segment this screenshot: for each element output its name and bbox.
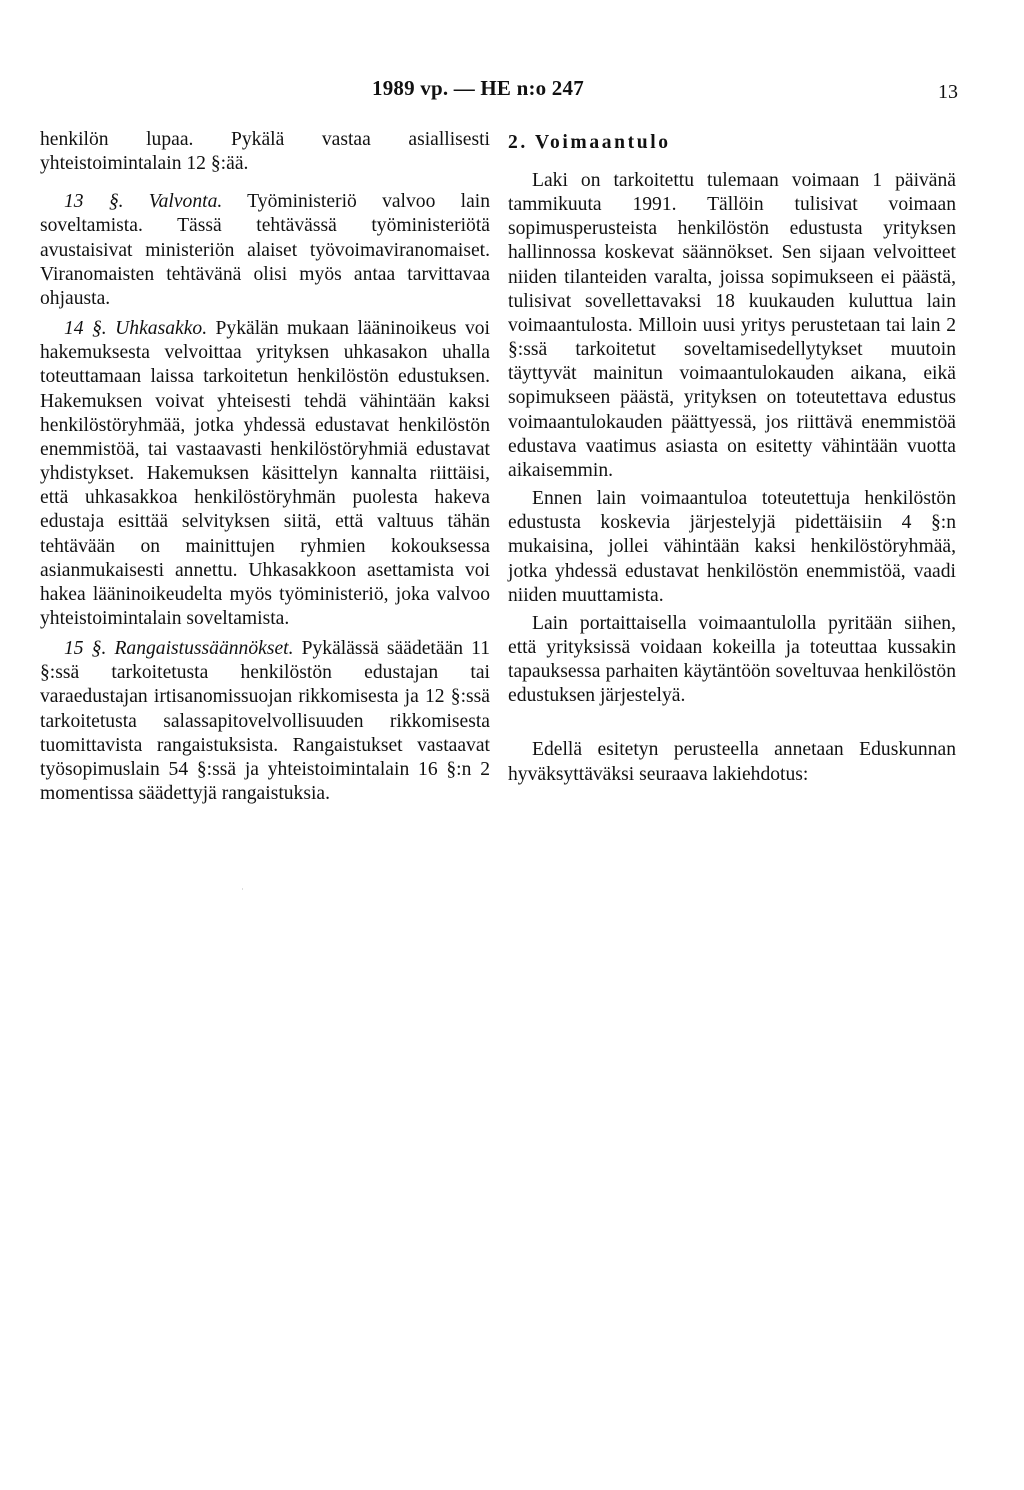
section-14-number: 14 §. [64, 318, 107, 340]
closing-statement: Edellä esitetyn perusteella annetaan Eduskunnan hyväksyttäväksi seuraava lakiehdotus: [508, 739, 956, 785]
section-14-text: Pykälän mukaan lääninoikeus voi hakemuksesta velvoittaa yrityksen uhkasakon uhalla toteuttamaan laissa tarkoitetun henkilöstön edustuksen. Hakemuksen voivat yhteisesti tehdä vähintään kaksi henkilöstöryhmää, jotka yhdessä edustavat henkilöstön enemmistöä, tai vastaavasti henkilöstöryhmiä edustavat yhdistykset. Hakemuksen käsittelyn kannalta riittäisi, että uhkasakkoa henkilöstöryhmän puolesta hakeva edustaja esittää selvityksen siitä, että valtuus tähän tehtävään on mainittujen ryhmien kokouksessa asianmukaisesti annettu. Uhkasakkoon asettamista voi hakea lääninoikeudelta myös työministeriö, joka valvoo yhteistoimintalain soveltamista. [40, 318, 490, 629]
paragraph-continuation: henkilön lupaa. Pykälä vastaa asiallisesti yhteistoimintalain 12 §:ää. [40, 129, 490, 175]
section-15-number: 15 §. [64, 638, 107, 660]
section-13-number: 13 §. [64, 191, 124, 213]
section-13-paragraph [40, 190, 490, 311]
section-15-paragraph [40, 637, 490, 806]
section-15-title: Rangaistussäännökset. [114, 638, 294, 660]
left-column [40, 128, 490, 806]
section-heading: 2. Voimaantulo [508, 132, 671, 153]
section-13-title: Valvonta. [148, 191, 223, 213]
right-column [508, 128, 956, 787]
page-header [0, 76, 1024, 106]
body-paragraph: Ennen lain voimaantuloa toteutettuja henkilöstön edustusta koskevia järjestelyjä pidettäisiin 4 §:n mukaisina, jollei vähintään kaksi henkilöstöryhmää, jotka yhdessä edustavat henkilöstön enemmistöä, vaadi niiden muuttamista. [508, 488, 956, 606]
section-14-paragraph [40, 317, 490, 631]
body-paragraph: Laki on tarkoitettu tulemaan voimaan 1 päivänä tammikuuta 1991. Tällöin tulisivat voimaan sopimusperusteista henkilöstön edustusta yrityksen hallinnossa koskevat säännökset. Sen sijaan velvoitteet niiden tilanteiden varalta, joissa sopimukseen ei päästä, tulisivat sovellettavaksi 18 kuukauden kuluttua lain voimaantulosta. Milloin uusi yritys perustetaan tai lain 2 §:ssä tarkoitetut soveltamisedellytykset muutoin täyttyvät mainitun voimaantulokauden aikana, eikä sopimukseen päästä, yrityksen on toteutettava edustus voimaantulokauden päättyessä, jos riittävä enemmistöä edustava vaatimus asiasta on esitetty vähintään vuotta aikaisemmin. [508, 170, 956, 481]
section-13-text: Työministeriö valvoo lain soveltamista. Tässä tehtävässä työministeriötä avustaisivat ministeriön alaiset työvoimaviranomaiset. Viranomaisten tehtävänä olisi myös antaa tarvittavaa ohjausta. [40, 191, 491, 309]
document-reference: 1989 vp. — HE n:o 247 [372, 76, 584, 100]
body-paragraph: Lain portaittaisella voimaantulolla pyritään siihen, että yrityksissä voidaan kokeilla ja toteuttaa kussakin tapauksessa parhaiten käytäntöön soveltuvaa henkilöstön edustuksen järjestelyä. [508, 612, 956, 707]
section-14-title: Uhkasakko. [115, 318, 208, 340]
page-number: 13 [938, 81, 958, 103]
section-15-text: Pykälässä säädetään 11 §:ssä tarkoitetusta henkilöstön edustajan tai varaedustajan irtisanomissuojan rikkomisesta ja 12 §:ssä tarkoitetusta salassapitovelvollisuuden rikkomisesta tuomittavista rangaistuksista. Rangaistukset vastaavat työsopimuslain 54 §:ssä ja yhteistoimintalain 16 §:n 2 momentissa säädettyjä rangaistuksia. [40, 638, 490, 805]
scan-speck [242, 888, 243, 890]
